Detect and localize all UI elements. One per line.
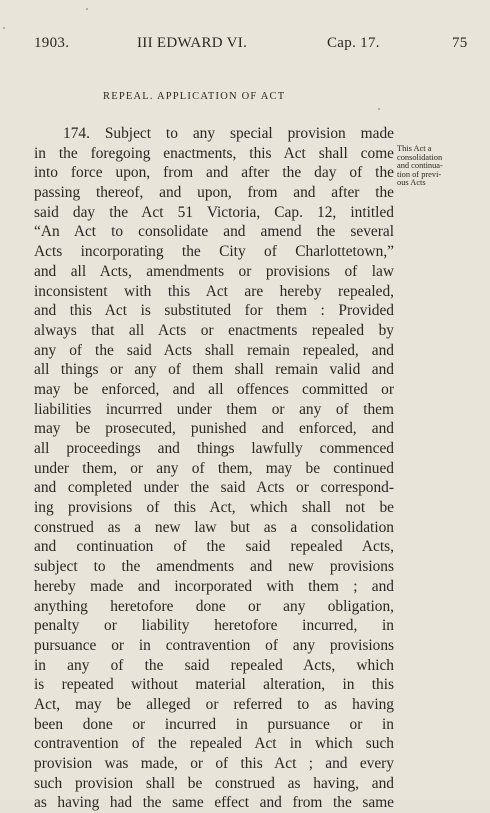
header-chapter: Cap. 17. [327,35,380,51]
text-line: may be enforced, and all offences committed or [34,380,394,398]
text-line: in the foregoing enactments, this Act shall come [34,144,394,162]
text-line: as having had the same effect and from the same [34,794,394,812]
text-line: and continuation of the said repealed Acts, [34,538,394,556]
margin-note-line: consolidation [397,152,443,162]
margin-note-line: tion of previ- [397,169,442,179]
section-174-text [34,124,394,813]
text-line: penalty or liability heretofore incurred, in [34,617,394,635]
text-line: always that all Acts or enactments repealed by [34,321,394,339]
text-line: such provision shall be construed as having, and [34,774,394,792]
text-line: into force upon, from and after the day of the [34,164,394,182]
paper-speck [3,27,5,29]
paper-speck [378,108,380,110]
section-heading: REPEAL. APPLICATION OF ACT [103,91,286,102]
text-line: anything heretofore done or any obligation, [34,597,394,615]
text-line: been done or incurred in pursuance or in [34,715,394,733]
text-line: in any of the said repealed Acts, which [34,656,394,674]
text-line: ing provisions of this Act, which shall not be [34,499,394,517]
margin-note-line: This Act a [397,144,432,153]
text-line: said day the Act 51 Victoria, Cap. 12, intitled [34,203,394,221]
text-line: inconsistent with this Act are hereby repealed, [34,282,394,300]
text-line: 174. Subject to any special provision made [63,125,394,142]
text-line: liabilities incurrred under them or any of them [34,400,394,418]
text-line: pursuance or in contravention of any provisions [34,636,394,654]
text-line: provision was made, or of this Act ; and every [34,755,394,772]
text-line: and all Acts, amendments or provisions of law [34,262,394,280]
text-line: subject to the amendments and new provisions [34,558,394,576]
text-line: any of the said Acts shall remain repealed, and [34,341,394,359]
text-line: Act, may be alleged or referred to as having [34,695,394,713]
header-year: 1903. [34,35,70,51]
text-line: and completed under the said Acts or correspond- [34,479,394,497]
text-line: hereby made and incorporated with them ; and [34,577,394,595]
paper-speck [86,8,88,10]
text-line: and this Act is substituted for them : Provided [34,302,394,320]
text-line: under them, or any of them, may be continued [34,459,394,477]
text-line: contravention of the repealed Act in which such [34,735,394,753]
text-line: all things or any of them shall remain valid and [34,361,394,379]
running-header [0,35,490,55]
text-line: may be prosecuted, punished and enforced, and [34,420,394,438]
header-title: III EDWARD VI. [137,35,248,51]
margin-note [397,145,477,188]
margin-note-line: ous Acts [397,178,426,188]
text-line: passing thereof, and upon, from and after the [34,184,394,202]
text-line: is repeated without material alteration, in this [34,676,394,694]
text-line: construed as a new law but as a consolidation [34,518,394,536]
margin-note-line: and continua- [397,161,443,171]
text-line: “An Act to consolidate and amend the several [34,223,394,241]
page-number: 75 [452,35,468,51]
text-line: all proceedings and things lawfully commenced [34,440,394,457]
text-line: Acts incorporating the City of Charlottetown,” [34,243,394,261]
